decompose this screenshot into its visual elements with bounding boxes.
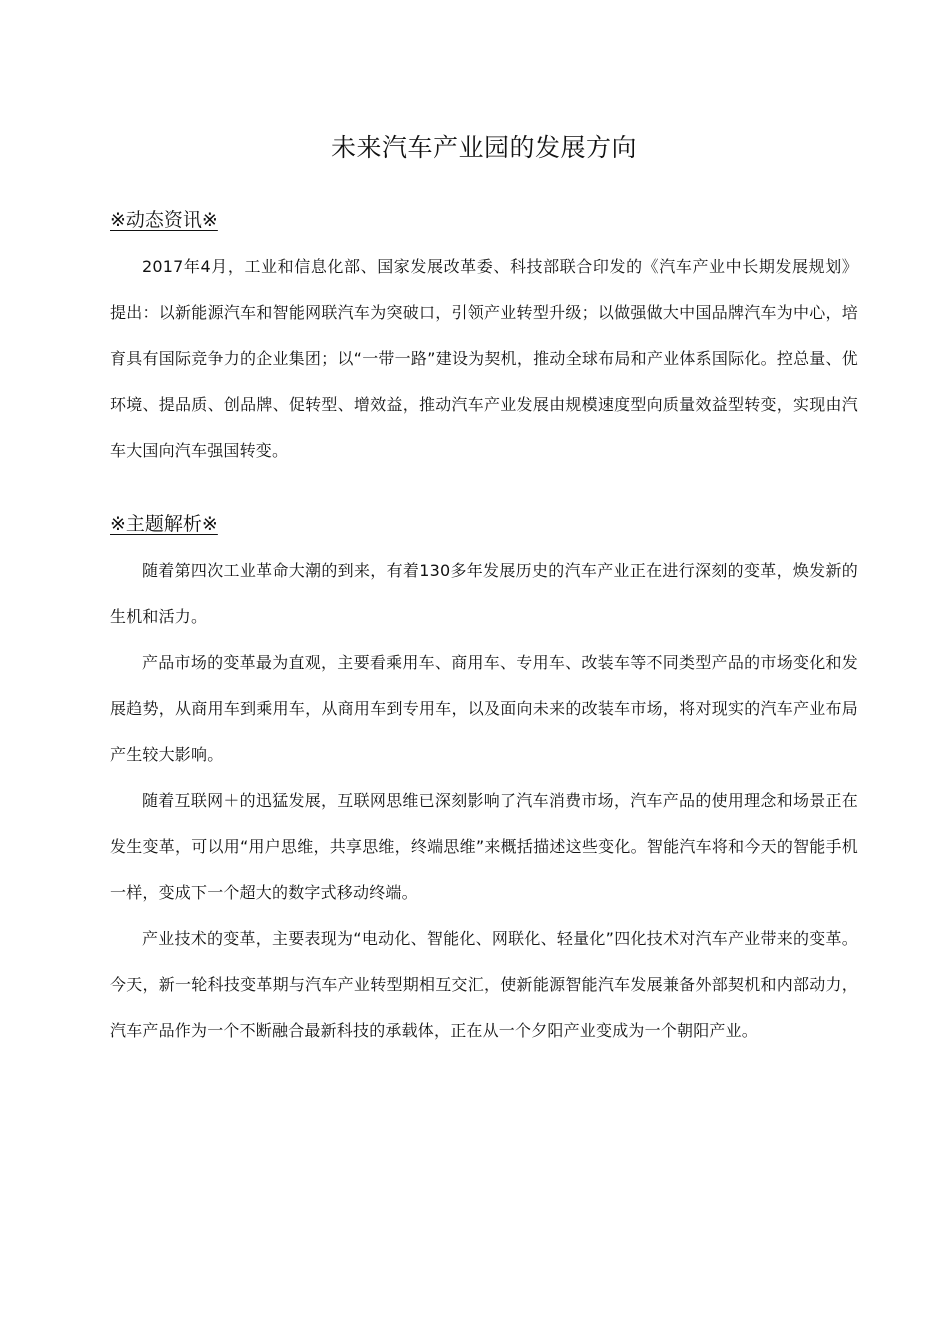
section-heading-news: ※动态资讯※ [110, 209, 218, 231]
section-news [110, 206, 858, 474]
section-heading-analysis: ※主题解析※ [110, 513, 218, 535]
paragraph: 产品市场的变革最为直观，主要看乘用车、商用车、专用车、改装车等不同类型产品的市场变化和发展趋势，从商用车到乘用车，从商用车到专用车，以及面向未来的改装车市场，将对现实的汽车产业布局产生较大影响。 [110, 653, 858, 764]
page-title: 未来汽车产业园的发展方向 [330, 133, 637, 162]
paragraph: 随着互联网＋的迅猛发展，互联网思维已深刻影响了汽车消费市场，汽车产品的使用理念和场景正在发生变革，可以用“用户思维，共享思维，终端思维”来概括描述这些变化。智能汽车将和今天的智能手机一样，变成下一个超大的数字式移动终端。 [110, 791, 858, 902]
paragraph: 随着第四次工业革命大潮的到来，有着130多年发展历史的汽车产业正在进行深刻的变革，焕发新的生机和活力。 [110, 561, 858, 626]
paragraph: 2017年4月，工业和信息化部、国家发展改革委、科技部联合印发的《汽车产业中长期发展规划》提出：以新能源汽车和智能网联汽车为突破口，引领产业转型升级；以做强做大中国品牌汽车为中心，培育具有国际竞争力的企业集团；以“一带一路”建设为契机，推动全球布局和产业体系国际化。控总量、优环境、提品质、创品牌、促转型、增效益，推动汽车产业发展由规模速度型向质量效益型转变，实现由汽车大国向汽车强国转变。 [110, 257, 858, 460]
section-analysis [110, 510, 858, 1054]
paragraph: 产业技术的变革，主要表现为“电动化、智能化、网联化、轻量化”四化技术对汽车产业带来的变革。今天，新一轮科技变革期与汽车产业转型期相互交汇，使新能源智能汽车发展兼备外部契机和内部动力，汽车产品作为一个不断融合最新科技的承载体，正在从一个夕阳产业变成为一个朝阳产业。 [110, 929, 858, 1040]
